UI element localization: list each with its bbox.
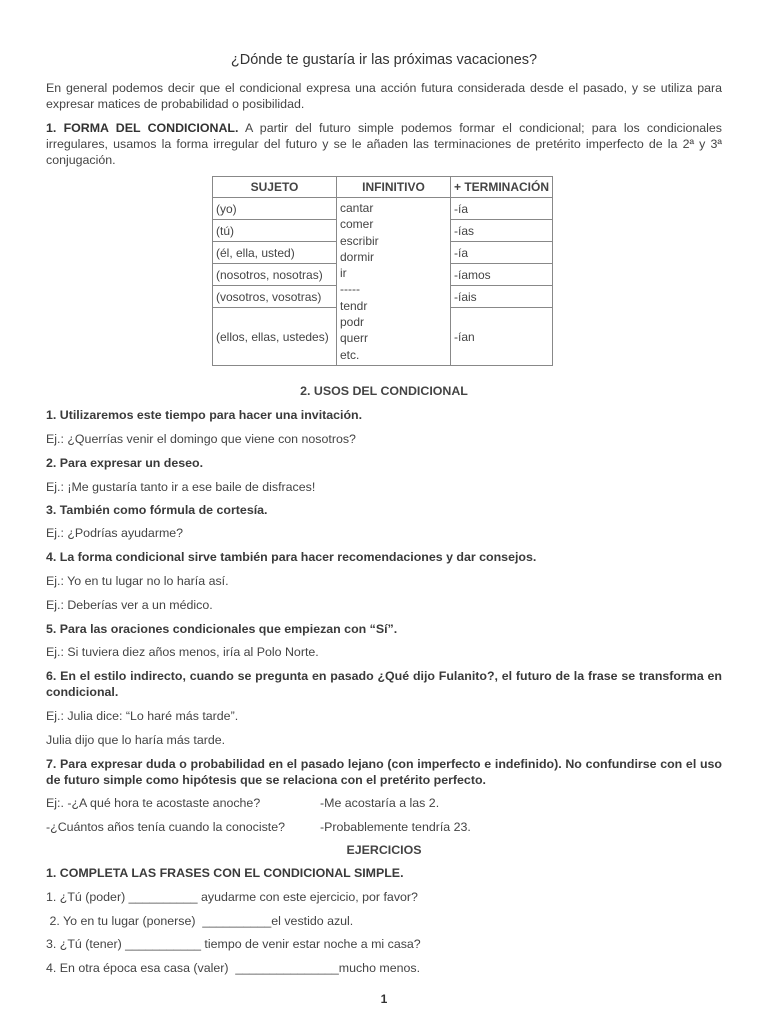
ending-cell: -ías — [451, 220, 553, 242]
ejercicios-instruccion: 1. COMPLETA LAS FRASES CON EL CONDICIONAL SIMPLE. — [46, 866, 404, 880]
infinitive-cell — [337, 198, 451, 366]
forma-heading: 1. FORMA DEL CONDICIONAL. — [46, 121, 239, 135]
table-header-row — [213, 177, 553, 198]
uso-1: 1. Utilizaremos este tiempo para hacer una invitación. — [46, 408, 363, 422]
header-sujeto: SUJETO — [213, 177, 337, 198]
infinitive-item: tendr — [340, 298, 368, 313]
subject-cell: (nosotros, nosotras) — [213, 264, 337, 286]
ejemplo-7a-pregunta: Ej:. -¿A qué hora te acostaste anoche? — [46, 796, 261, 810]
ejemplo-6a: Ej.: Julia dice: “Lo haré más tarde”. — [46, 709, 239, 723]
ejemplo-7b-respuesta: -Probablemente tendría 23. — [320, 820, 471, 834]
subject-cell: (ellos, ellas, ustedes) — [213, 308, 337, 366]
infinitive-item: podr — [340, 315, 365, 330]
uso-6: 6. En el estilo indirecto, cuando se pregunta en pasado ¿Qué dijo Fulanito?, el futuro de la frase se transforma en condicional. — [46, 669, 722, 699]
infinitive-item: etc. — [340, 347, 360, 362]
ejercicio-item: 2. Yo en tu lugar (ponerse) __________el vestido azul. — [46, 914, 354, 928]
ending-cell: -íamos — [451, 264, 553, 286]
uso-3: 3. También como fórmula de cortesía. — [46, 503, 268, 517]
infinitive-item: escribir — [340, 233, 379, 248]
forma-text: A partir del futuro simple podemos formar el condicional; para los condicionales irregulares, usamos la forma irregular del futuro y se le añaden las terminaciones de pretérito imperfecto de la 2ª y 3ª conjugación. — [46, 121, 722, 167]
infinitive-item: querr — [340, 331, 369, 346]
ejercicios-heading: EJERCICIOS — [346, 843, 422, 857]
uso-4: 4. La forma condicional sirve también para hacer recomendaciones y dar consejos. — [46, 550, 537, 564]
ejercicio-item: 1. ¿Tú (poder) __________ ayudarme con este ejercicio, por favor? — [46, 890, 418, 904]
ending-cell: -ían — [451, 308, 553, 366]
forma-paragraph — [46, 120, 722, 168]
ejemplo-4b: Ej.: Deberías ver a un médico. — [46, 598, 213, 612]
ejemplo-4a: Ej.: Yo en tu lugar no lo haría así. — [46, 574, 229, 588]
infinitive-item: dormir — [340, 249, 375, 264]
intro-paragraph: En general podemos decir que el condicional expresa una acción futura considerada desde el pasado, y se utiliza para expresar matices de probabilidad o posibilidad. — [46, 81, 722, 111]
usos-heading: 2. USOS DEL CONDICIONAL — [300, 384, 468, 398]
ejercicio-item: 3. ¿Tú (tener) ___________ tiempo de venir estar noche a mi casa? — [46, 937, 421, 951]
header-terminacion: + TERMINACIÓN — [451, 177, 553, 198]
page-number: 1 — [380, 992, 388, 1006]
subject-cell: (él, ella, usted) — [213, 242, 337, 264]
ejemplo-7a-respuesta: -Me acostaría a las 2. — [320, 796, 440, 810]
ejercicio-item: 4. En otra época esa casa (valer) _______________mucho menos. — [46, 961, 421, 975]
ejemplo-6b: Julia dijo que lo haría más tarde. — [46, 733, 226, 747]
subject-cell: (yo) — [213, 198, 337, 220]
ending-cell: -ía — [451, 242, 553, 264]
ending-cell: -ía — [451, 198, 553, 220]
infinitive-item: ir — [340, 266, 347, 281]
page-title: ¿Dónde te gustaría ir las próximas vacaciones? — [230, 52, 538, 68]
uso-2: 2. Para expresar un deseo. — [46, 456, 204, 470]
infinitive-item: cantar — [340, 201, 374, 215]
ejemplo-5: Ej.: Si tuviera diez años menos, iría al Polo Norte. — [46, 645, 319, 659]
infinitive-item: comer — [340, 217, 374, 232]
ejemplo-1: Ej.: ¿Querrías venir el domingo que viene con nosotros? — [46, 432, 356, 446]
ending-cell: -íais — [451, 286, 553, 308]
table-row — [213, 198, 553, 220]
uso-7: 7. Para expresar duda o probabilidad en el pasado lejano (con imperfecto e indefinido). No confundirse con el uso de futuro simple como hipótesis que se relaciona con el pretérito perfecto. — [46, 757, 722, 787]
infinitive-item: ----- — [340, 282, 360, 297]
ejemplo-3: Ej.: ¿Podrías ayudarme? — [46, 526, 184, 540]
header-infinitivo: INFINITIVO — [337, 177, 451, 198]
subject-cell: (vosotros, vosotras) — [213, 286, 337, 308]
uso-5: 5. Para las oraciones condicionales que empiezan con “Sí”. — [46, 622, 398, 636]
subject-cell: (tú) — [213, 220, 337, 242]
ejemplo-2: Ej.: ¡Me gustaría tanto ir a ese baile de disfraces! — [46, 480, 316, 494]
infinitive-list — [340, 198, 447, 363]
conjugation-table — [212, 176, 553, 366]
ejemplo-7b-pregunta: -¿Cuántos años tenía cuando la conociste? — [46, 820, 286, 834]
